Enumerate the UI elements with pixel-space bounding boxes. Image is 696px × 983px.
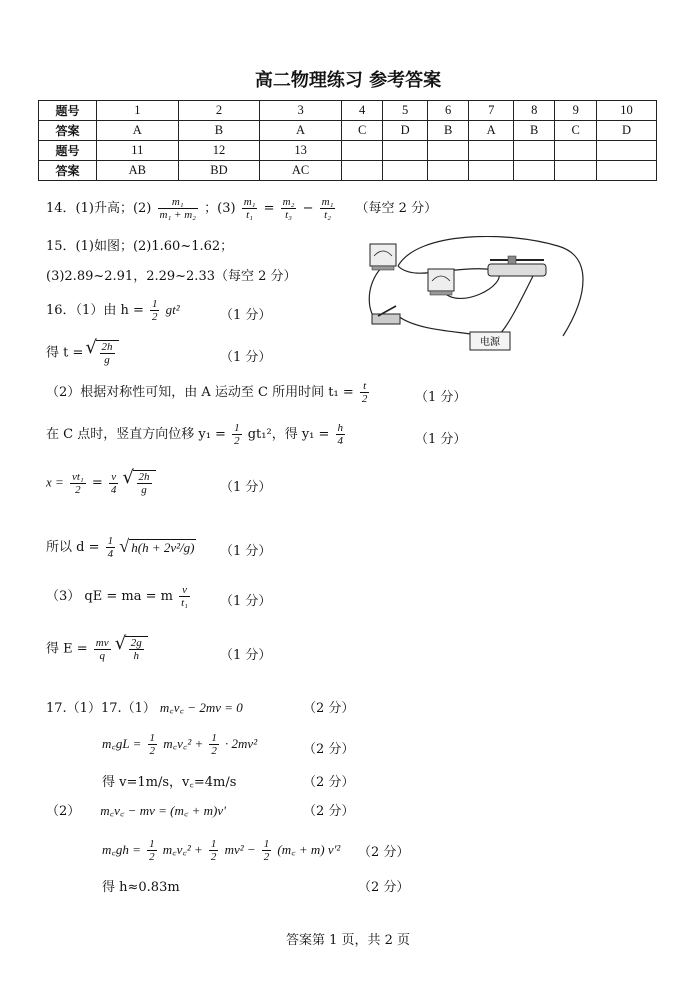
table-cell: AC — [260, 161, 342, 181]
score: （1 分） — [220, 308, 272, 323]
table-cell: 9 — [555, 101, 597, 121]
score: （1 分） — [220, 480, 272, 495]
table-cell: A — [469, 121, 514, 141]
table-cell: 6 — [427, 101, 469, 121]
power-label: 电源 — [480, 337, 500, 348]
table-cell: 8 — [513, 101, 555, 121]
row-label: 题号 — [39, 141, 97, 161]
ammeter-icon — [428, 269, 454, 295]
table-cell — [383, 161, 428, 181]
score: （1 分） — [220, 648, 272, 663]
table-cell — [341, 141, 383, 161]
table-cell — [469, 161, 514, 181]
q16-line8: 得 E = $\frac{mv}{q}$ √ $\frac{2g}{h}$ — [46, 636, 148, 662]
q17-line5: m꜀gh = $\frac{1}{2}$ m꜀v꜀² + $\frac{1}{2}$ mv² − $\frac{1}{2}$ (m꜀ + m) v'² — [102, 838, 341, 863]
table-cell: 12 — [178, 141, 260, 161]
page-title: 高二物理练习 参考答案 — [254, 70, 442, 91]
table-cell: B — [427, 121, 469, 141]
table-row — [39, 101, 657, 121]
score: （1 分） — [415, 432, 467, 447]
q16-line3: （2）根据对称性可知，由 A 运动至 C 所用时间 t₁ = $\frac{t}{2}$ — [46, 380, 368, 405]
score: （2 分） — [303, 775, 355, 790]
table-cell: 11 — [97, 141, 179, 161]
table-cell: 4 — [341, 101, 383, 121]
q16-line7: （3） qE = ma = m $\frac{v}{\text{t₁}}$ — [46, 584, 188, 609]
table-cell — [427, 141, 469, 161]
table-cell: AB — [97, 161, 179, 181]
rheostat-icon — [488, 256, 546, 276]
circuit-diagram — [358, 236, 598, 356]
wire — [398, 236, 583, 336]
q14-line: 14．(1)升高；(2) $\frac{\text{m₁}}{\text{m₁ + m₂}}$ ；(3) $\frac{\text{m₁}}{\text{t₁}}$ = $\frac{\text{m₂}}{\text{t₃}}$ − $\frac{\text{m₁}}{\text{t₂}}$ （每空 2 分） — [46, 196, 438, 221]
score: （1 分） — [220, 544, 272, 559]
q15-line2: (3)2.89~2.91，2.29~2.33（每空 2 分） — [46, 269, 297, 284]
q17-line6: 得 h≈0.83m — [102, 880, 180, 895]
table-cell — [555, 161, 597, 181]
row-label: 题号 — [39, 101, 97, 121]
row-label: 答案 — [39, 161, 97, 181]
table-cell: 13 — [260, 141, 342, 161]
switch-icon — [372, 306, 400, 324]
table-cell: 10 — [596, 101, 656, 121]
table-cell — [383, 141, 428, 161]
voltmeter-icon — [370, 244, 396, 270]
table-row — [39, 141, 657, 161]
table-cell: 7 — [469, 101, 514, 121]
table-cell: C — [555, 121, 597, 141]
table-cell — [555, 141, 597, 161]
table-cell: A — [97, 121, 179, 141]
q17-line3: 得 v=1m/s，v꜀=4m/s — [102, 775, 237, 790]
table-cell: BD — [178, 161, 260, 181]
table-cell — [513, 141, 555, 161]
table-cell — [427, 161, 469, 181]
page-footer: 答案第 1 页，共 2 页 — [285, 933, 411, 948]
q16-line6: 所以 d = $\frac{1}{4}$ √ h(h + 2v²/g) — [46, 535, 196, 560]
table-cell: D — [383, 121, 428, 141]
table-cell — [469, 141, 514, 161]
table-cell — [513, 161, 555, 181]
q17-line4: （2） m꜀v꜀ − mv = (m꜀ + m)v' — [46, 803, 226, 819]
q15-line1: 15．(1)如图；(2)1.60~1.62； — [46, 239, 234, 254]
table-cell: 2 — [178, 101, 260, 121]
table-cell — [341, 161, 383, 181]
table-row — [39, 161, 657, 181]
wire — [498, 276, 533, 336]
table-cell: A — [260, 121, 342, 141]
table-cell: B — [513, 121, 555, 141]
score: （2 分） — [303, 701, 355, 716]
table-cell: D — [596, 121, 656, 141]
table-cell: B — [178, 121, 260, 141]
q17-line1: 17.（1）17.（1） m꜀v꜀ − 2mv = 0 — [46, 700, 243, 716]
power-supply-icon — [470, 332, 510, 350]
table-cell: 5 — [383, 101, 428, 121]
score: （2 分） — [358, 845, 410, 860]
table-cell: 3 — [260, 101, 342, 121]
q16-line5: x = $\frac{\text{vt₁}}{2}$ = $\frac{v}{4}$ √ $\frac{2h}{g}$ — [46, 470, 156, 496]
score: （1 分） — [415, 390, 467, 405]
score: （2 分） — [358, 880, 410, 895]
score: （1 分） — [220, 594, 272, 609]
q16-line4: 在 C 点时，竖直方向位移 y₁ = $\frac{1}{2}$ gt₁²，得 y₁ = $\frac{h}{4}$ — [46, 422, 344, 447]
q17-line2: m꜀gL = $\frac{1}{2}$ m꜀v꜀² + $\frac{1}{2}$ · 2mv² — [102, 732, 258, 757]
answer-table — [38, 100, 657, 181]
wire — [369, 266, 383, 321]
score: （2 分） — [303, 742, 355, 757]
q16-line1: 16．（1）由 h = $\frac{1}{2}$ gt² — [46, 298, 180, 323]
q16-line2: 得 t = √ $\frac{2h}{g}$ — [46, 340, 119, 366]
score: （1 分） — [220, 350, 272, 365]
table-row — [39, 121, 657, 141]
table-cell: 1 — [97, 101, 179, 121]
table-cell — [596, 161, 656, 181]
row-label: 答案 — [39, 121, 97, 141]
table-cell — [596, 141, 656, 161]
score: （2 分） — [303, 804, 355, 819]
table-cell: C — [341, 121, 383, 141]
